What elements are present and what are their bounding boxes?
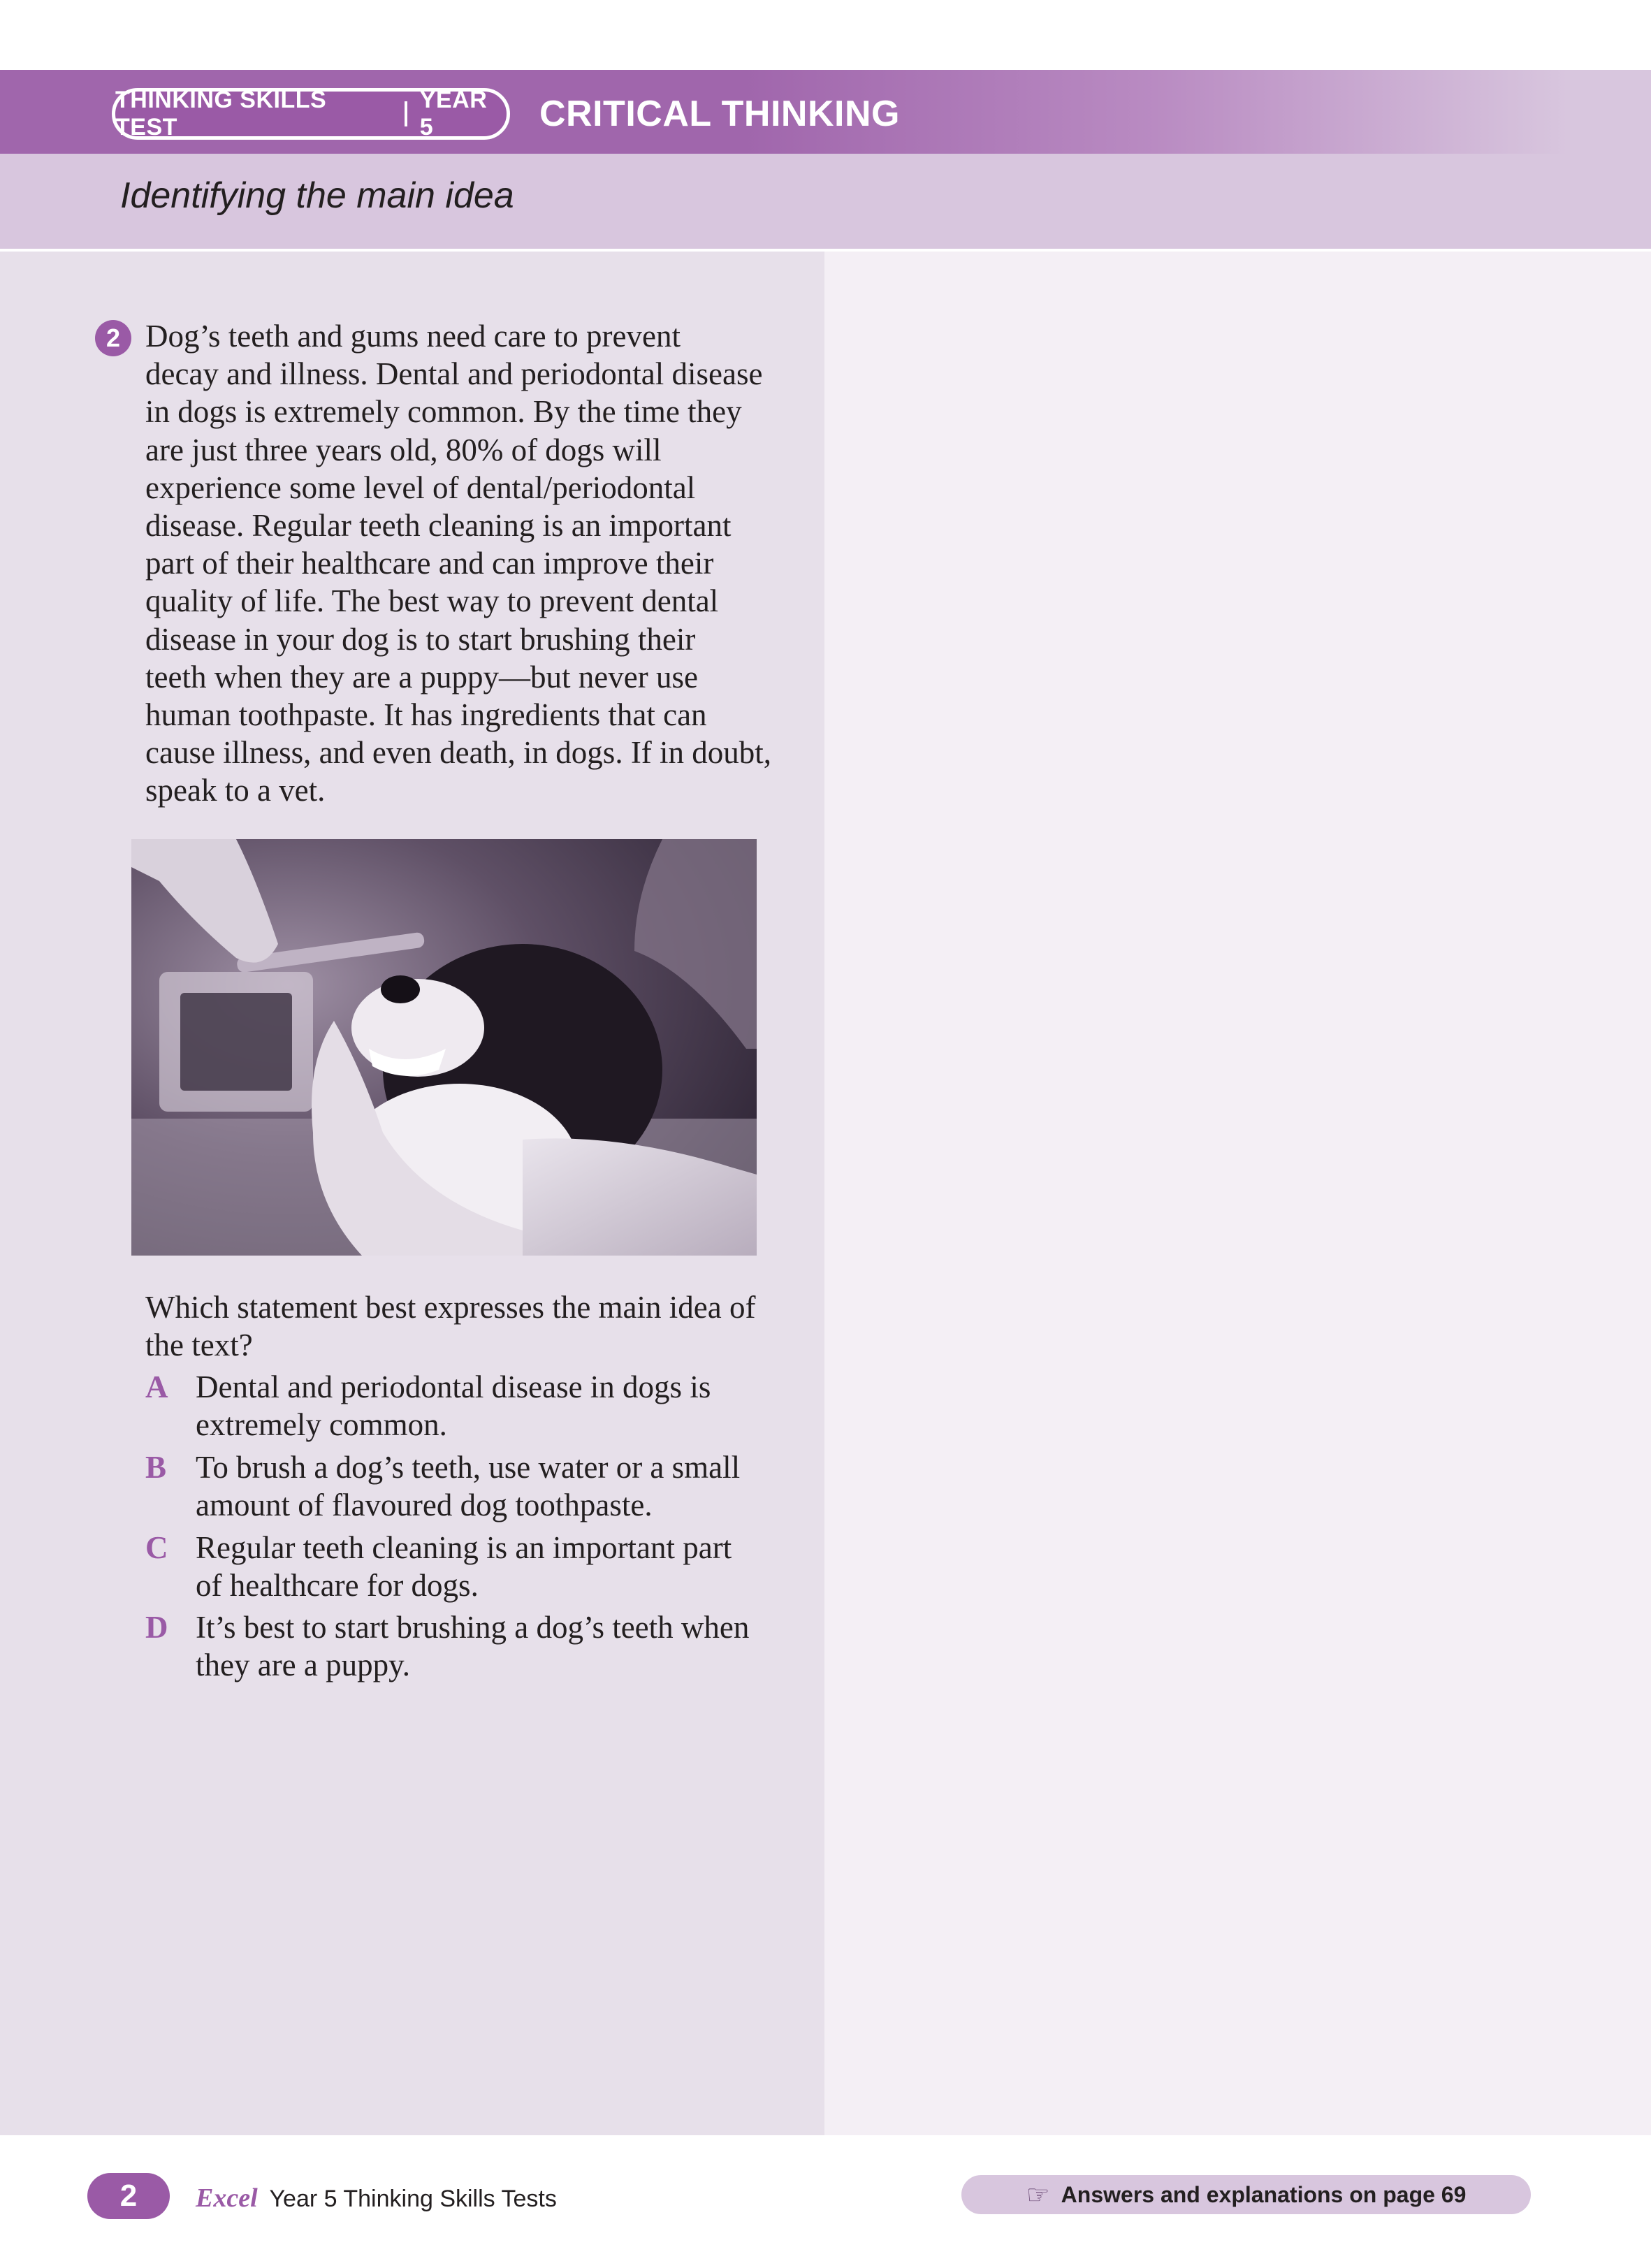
page-header <box>0 70 1651 249</box>
option-line: Regular teeth cleaning is an important part <box>196 1530 732 1565</box>
page-number: 2 <box>87 2173 170 2219</box>
passage-line: Dog’s teeth and gums need care to prevent <box>145 319 681 354</box>
badge-divider <box>405 101 407 126</box>
passage-line: cause illness, and even death, in dogs. If in doubt, <box>145 735 772 771</box>
option-letter: A <box>145 1369 168 1404</box>
passage-line: are just three years old, 80% of dogs will <box>145 432 662 467</box>
passage-line: speak to a vet. <box>145 773 326 808</box>
book-title-text: Year 5 Thinking Skills Tests <box>269 2186 557 2212</box>
section-title: CRITICAL THINKING <box>539 94 900 134</box>
top-margin <box>0 0 1651 70</box>
passage-line: decay and illness. Dental and periodontal disease <box>145 356 763 392</box>
option-line: extremely common. <box>196 1407 447 1443</box>
option-text <box>196 1608 803 1684</box>
page-subtitle: Identifying the main idea <box>120 175 514 216</box>
passage-line: disease. Regular teeth cleaning is an important <box>145 508 732 544</box>
option-line: It’s best to start brushing a dog’s teeth when <box>196 1610 750 1645</box>
option-line: they are a puppy. <box>196 1648 410 1683</box>
test-year: YEAR 5 <box>419 87 488 140</box>
dog-teeth-brushing-photo <box>131 839 757 1256</box>
option-line: amount of flavoured dog toothpaste. <box>196 1488 653 1523</box>
prompt-line: the text? <box>145 1328 253 1363</box>
passage-line: disease in your dog is to start brushing their <box>145 621 696 657</box>
pointing-hand-icon: ☞ <box>1026 2180 1050 2210</box>
option-line: To brush a dog’s teeth, use water or a small <box>196 1450 741 1485</box>
option-line: of healthcare for dogs. <box>196 1568 479 1604</box>
book-title <box>196 2179 557 2218</box>
test-badge <box>112 88 510 140</box>
prompt-line: Which statement best expresses the main idea of <box>145 1290 756 1325</box>
question-number-badge: 2 <box>95 320 131 356</box>
answers-reference-text: Answers and explanations on page 69 <box>1061 2181 1467 2207</box>
option-text <box>196 1368 803 1444</box>
option-text <box>196 1529 803 1604</box>
passage-line: teeth when they are a puppy—but never use <box>145 659 698 695</box>
passage-line: human toothpaste. It has ingredients that can <box>145 697 707 733</box>
passage-text <box>145 317 802 810</box>
photo-illustration <box>131 839 757 1256</box>
passage-line: experience some level of dental/periodontal <box>145 470 696 505</box>
question-prompt <box>145 1288 802 1364</box>
option-letter: D <box>145 1610 168 1645</box>
option-text <box>196 1448 803 1524</box>
blank-column <box>824 252 1651 2135</box>
option-line: Dental and periodontal disease in dogs is <box>196 1369 711 1404</box>
answers-reference-link[interactable] <box>961 2175 1531 2214</box>
option-letter: B <box>145 1450 167 1485</box>
brand-name: Excel <box>196 2183 258 2213</box>
passage-line: in dogs is extremely common. By the time they <box>145 394 742 430</box>
passage-line: quality of life. The best way to prevent dental <box>145 583 719 619</box>
test-name: THINKING SKILLS TEST <box>115 87 327 140</box>
option-letter: C <box>145 1530 168 1565</box>
passage-line: part of their healthcare and can improve their <box>145 546 714 581</box>
